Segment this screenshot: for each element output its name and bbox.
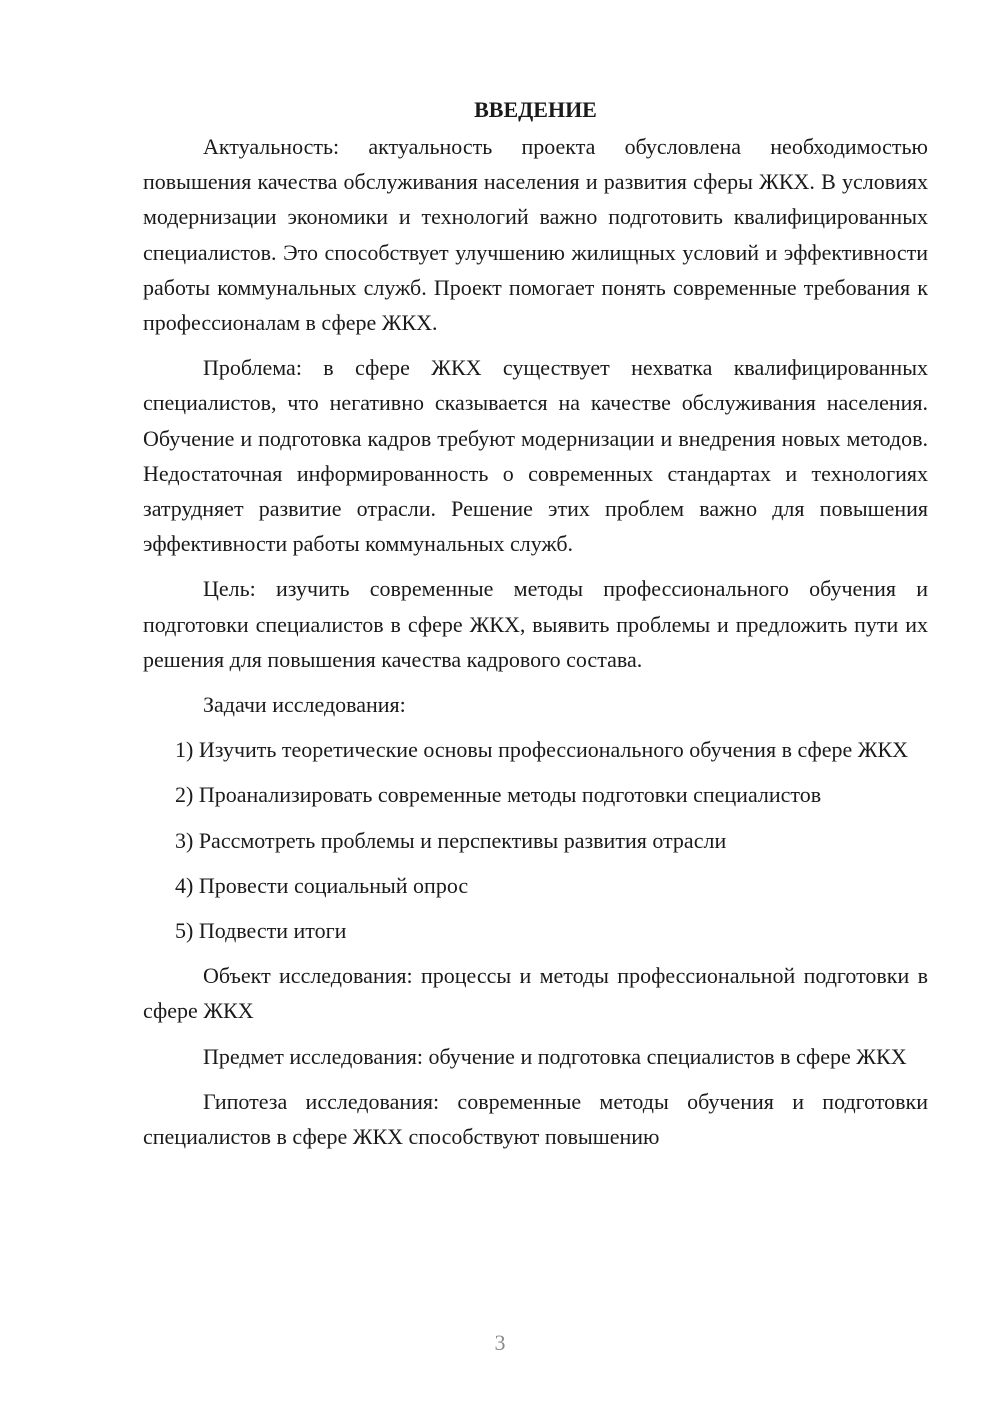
page-title: ВВЕДЕНИЕ: [474, 97, 597, 122]
paragraph-hypothesis: Гипотеза исследования: современные методы обучения и подготовки специалистов в сфере ЖКХ способствуют повышению: [143, 1088, 928, 1150]
list-item: 4) Провести социальный опрос: [175, 872, 469, 898]
tasks-heading: Задачи исследования:: [203, 692, 406, 718]
list-item: 3) Рассмотреть проблемы и перспективы развития отрасли: [175, 827, 727, 853]
paragraph-subject: Предмет исследования: обучение и подготовка специалистов в сфере ЖКХ: [203, 1043, 907, 1069]
paragraph-problem: Проблема: в сфере ЖКХ существует нехватка квалифицированных специалистов, что негативно сказывается на качестве обслуживания населения. Обучение и подготовка кадров требуют модернизации и внедрения новых методов. Недостаточная информированность о современных стандартах и технологиях затрудняет развитие отрасли. Решение этих проблем важно для повышения эффективности работы коммунальных служб.: [143, 355, 928, 557]
page-number: 3: [494, 1330, 506, 1355]
paragraph-relevance: Актуальность: актуальность проекта обусловлена необходимостью повышения качества обслуживания населения и развития сферы ЖКХ. В условиях модернизации экономики и технологий важно подготовить квалифицированных специалистов. Это способствует улучшению жилищных условий и эффективности работы коммунальных служб. Проект помогает понять современные требования к профессионалам в сфере ЖКХ.: [143, 134, 928, 336]
tasks-list: [143, 732, 928, 948]
paragraph-goal: Цель: изучить современные методы профессионального обучения и подготовки специалистов в сфере ЖКХ, выявить проблемы и предложить пути их решения для повышения качества кадрового состава.: [143, 576, 928, 672]
document-page: [143, 92, 928, 1164]
list-item: 5) Подвести итоги: [175, 918, 347, 944]
paragraph-object: Объект исследования: процессы и методы профессиональной подготовки в сфере ЖКХ: [143, 963, 928, 1024]
list-item: 1) Изучить теоретические основы профессионального обучения в сфере ЖКХ: [175, 737, 909, 763]
list-item: 2) Проанализировать современные методы подготовки специалистов: [175, 782, 822, 808]
